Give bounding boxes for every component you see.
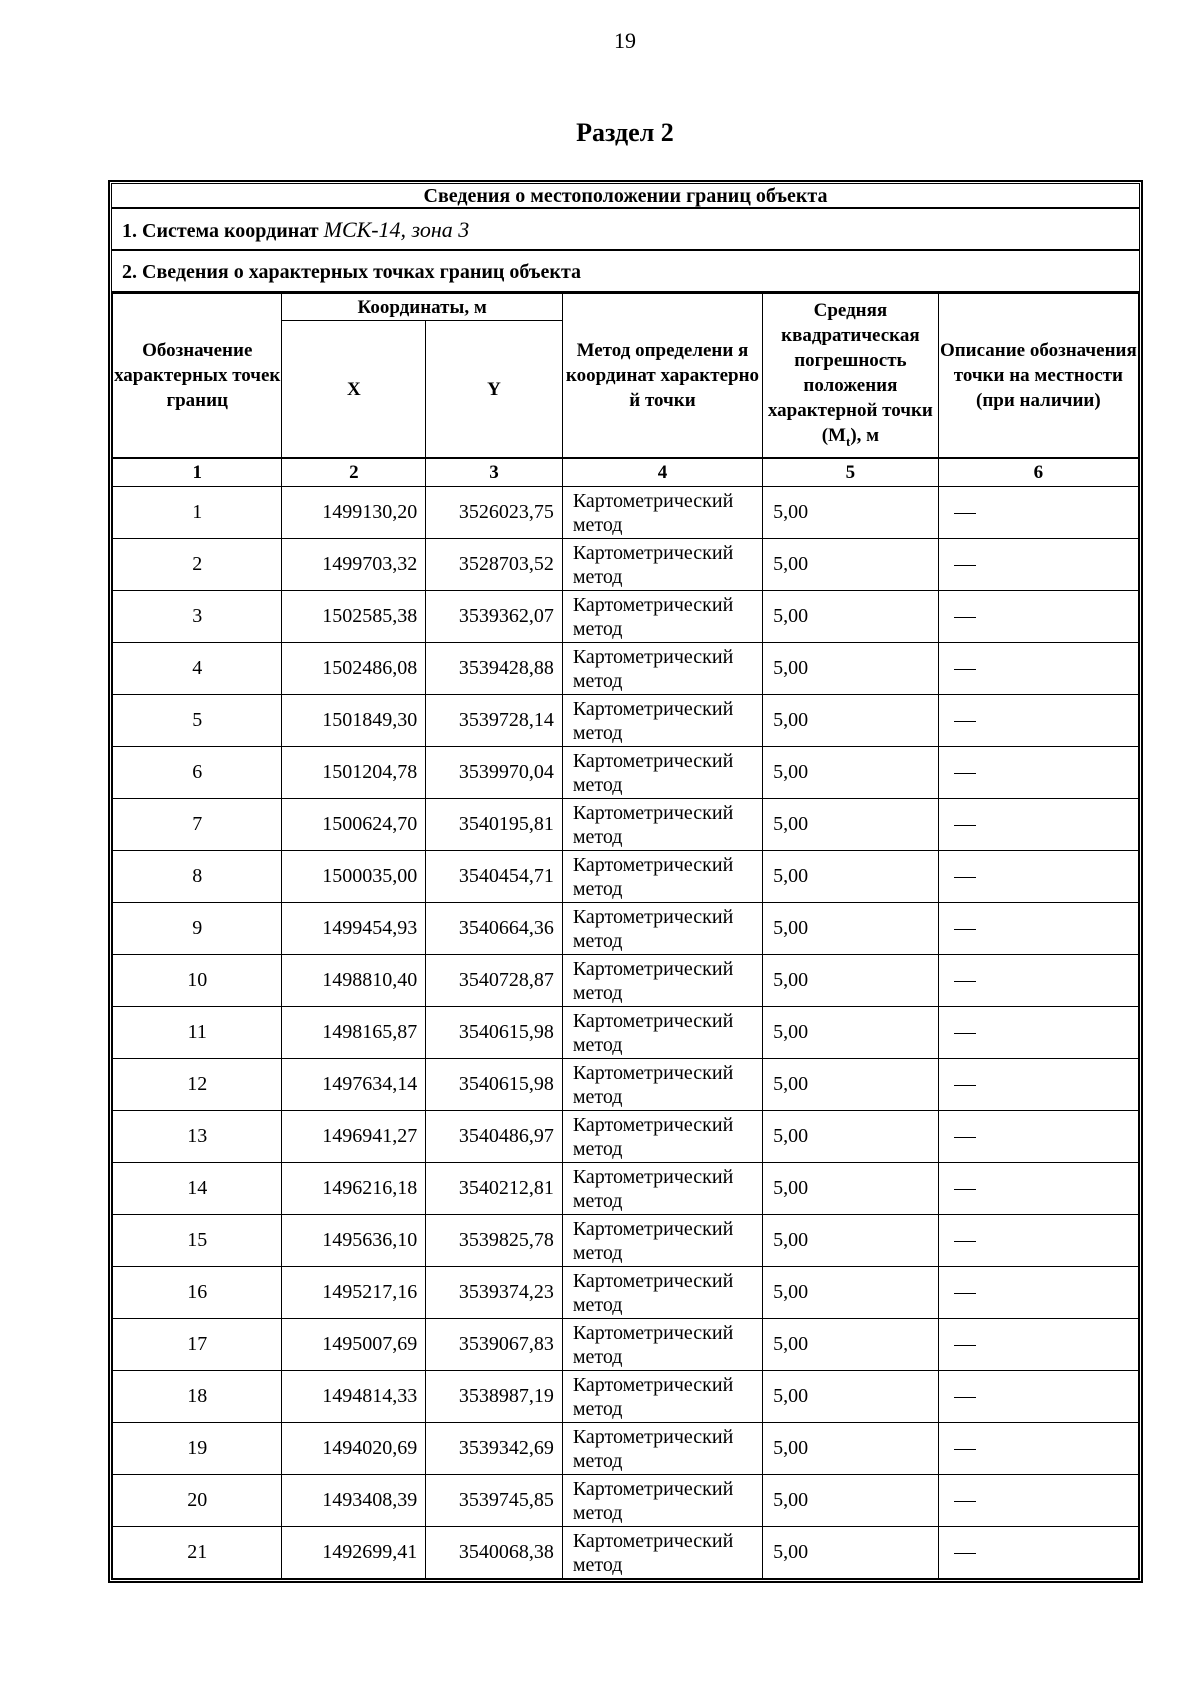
x-coordinate-cell: 1493408,39: [282, 1475, 426, 1527]
x-coordinate-cell: 1494814,33: [282, 1371, 426, 1423]
dash-mark: [954, 825, 976, 826]
method-cell: Картометрический метод: [562, 747, 762, 799]
table-row: [113, 539, 1139, 591]
header-error: Средняя квадратическая погрешность положения характерной точки $(M_t)$, м: [763, 294, 939, 459]
y-coordinate-cell: 3539728,14: [426, 695, 563, 747]
dash-mark: [954, 877, 976, 878]
description-cell: [938, 591, 1138, 643]
description-cell: [938, 1527, 1138, 1579]
description-cell: [938, 539, 1138, 591]
point-cell: 11: [113, 1007, 282, 1059]
description-cell: [938, 1059, 1138, 1111]
point-cell: 14: [113, 1163, 282, 1215]
error-cell: 5,00: [763, 851, 939, 903]
dash-mark: [954, 1085, 976, 1086]
y-coordinate-cell: 3540664,36: [426, 903, 563, 955]
y-coordinate-cell: 3539342,69: [426, 1423, 563, 1475]
error-cell: 5,00: [763, 643, 939, 695]
boundary-table-frame: [108, 180, 1143, 1583]
error-cell: 5,00: [763, 1215, 939, 1267]
dash-mark: [954, 669, 976, 670]
column-number: 1: [113, 458, 282, 487]
table-row: [113, 1267, 1139, 1319]
method-cell: Картометрический метод: [562, 1163, 762, 1215]
point-cell: 1: [113, 487, 282, 539]
table-row: [113, 851, 1139, 903]
error-cell: 5,00: [763, 539, 939, 591]
column-number: 5: [763, 458, 939, 487]
y-coordinate-cell: 3539374,23: [426, 1267, 563, 1319]
table-row: [113, 1215, 1139, 1267]
x-coordinate-cell: 1495636,10: [282, 1215, 426, 1267]
header-point-designation: Обозначение характерных точек границ: [113, 294, 282, 459]
point-cell: 10: [113, 955, 282, 1007]
x-coordinate-cell: 1499703,32: [282, 539, 426, 591]
y-coordinate-cell: 3540454,71: [426, 851, 563, 903]
method-cell: Картометрический метод: [562, 1059, 762, 1111]
point-cell: 6: [113, 747, 282, 799]
dash-mark: [954, 1501, 976, 1502]
dash-mark: [954, 565, 976, 566]
column-number: 6: [938, 458, 1138, 487]
table-row: [113, 1059, 1139, 1111]
table-row: [113, 1423, 1139, 1475]
error-cell: 5,00: [763, 1527, 939, 1579]
x-coordinate-cell: 1495007,69: [282, 1319, 426, 1371]
header-description: Описание обозначения точки на местности (при наличии): [938, 294, 1138, 459]
error-cell: 5,00: [763, 1111, 939, 1163]
y-coordinate-cell: 3540615,98: [426, 1007, 563, 1059]
point-cell: 9: [113, 903, 282, 955]
description-cell: [938, 1215, 1138, 1267]
point-cell: 16: [113, 1267, 282, 1319]
x-coordinate-cell: 1499454,93: [282, 903, 426, 955]
description-cell: [938, 799, 1138, 851]
point-cell: 2: [113, 539, 282, 591]
y-coordinate-cell: 3540195,81: [426, 799, 563, 851]
table-row: [113, 799, 1139, 851]
dash-mark: [954, 929, 976, 930]
method-cell: Картометрический метод: [562, 695, 762, 747]
table-row: [113, 643, 1139, 695]
points-section-heading: 2. Сведения о характерных точках границ объекта: [112, 251, 1139, 293]
dash-mark: [954, 1293, 976, 1294]
description-cell: [938, 1007, 1138, 1059]
error-cell: 5,00: [763, 591, 939, 643]
point-cell: 17: [113, 1319, 282, 1371]
description-cell: [938, 1267, 1138, 1319]
point-cell: 13: [113, 1111, 282, 1163]
error-cell: 5,00: [763, 695, 939, 747]
x-coordinate-cell: 1500035,00: [282, 851, 426, 903]
x-coordinate-cell: 1495217,16: [282, 1267, 426, 1319]
method-cell: Картометрический метод: [562, 1319, 762, 1371]
point-cell: 3: [113, 591, 282, 643]
method-cell: Картометрический метод: [562, 903, 762, 955]
point-cell: 4: [113, 643, 282, 695]
point-cell: 12: [113, 1059, 282, 1111]
description-cell: [938, 1475, 1138, 1527]
table-row: [113, 695, 1139, 747]
error-cell: 5,00: [763, 955, 939, 1007]
points-table: [112, 293, 1139, 1579]
description-cell: [938, 851, 1138, 903]
method-cell: Картометрический метод: [562, 1007, 762, 1059]
error-cell: 5,00: [763, 1267, 939, 1319]
x-coordinate-cell: 1496941,27: [282, 1111, 426, 1163]
table-row: [113, 1319, 1139, 1371]
method-cell: Картометрический метод: [562, 539, 762, 591]
error-cell: 5,00: [763, 1059, 939, 1111]
page-number: 19: [614, 28, 636, 53]
error-cell: 5,00: [763, 1371, 939, 1423]
dash-mark: [954, 1553, 976, 1554]
error-cell: 5,00: [763, 1007, 939, 1059]
point-cell: 7: [113, 799, 282, 851]
y-coordinate-cell: 3539362,07: [426, 591, 563, 643]
method-cell: Картометрический метод: [562, 1527, 762, 1579]
coordinate-system-row: [112, 209, 1139, 251]
y-coordinate-cell: 3539970,04: [426, 747, 563, 799]
x-coordinate-cell: 1494020,69: [282, 1423, 426, 1475]
description-cell: [938, 1423, 1138, 1475]
method-cell: Картометрический метод: [562, 487, 762, 539]
y-coordinate-cell: 3528703,52: [426, 539, 563, 591]
error-cell: 5,00: [763, 747, 939, 799]
coordinate-system-label: 1. Система координат: [122, 220, 319, 242]
y-coordinate-cell: 3540068,38: [426, 1527, 563, 1579]
x-coordinate-cell: 1498810,40: [282, 955, 426, 1007]
x-coordinate-cell: 1501204,78: [282, 747, 426, 799]
method-cell: Картометрический метод: [562, 1215, 762, 1267]
point-cell: 21: [113, 1527, 282, 1579]
column-number: 3: [426, 458, 563, 487]
y-coordinate-cell: 3540486,97: [426, 1111, 563, 1163]
table-row: [113, 1371, 1139, 1423]
table-row: [113, 903, 1139, 955]
table-row: [113, 955, 1139, 1007]
dash-mark: [954, 981, 976, 982]
x-coordinate-cell: 1500624,70: [282, 799, 426, 851]
table-row: [113, 1163, 1139, 1215]
dash-mark: [954, 1033, 976, 1034]
description-cell: [938, 487, 1138, 539]
y-coordinate-cell: 3538987,19: [426, 1371, 563, 1423]
point-cell: 18: [113, 1371, 282, 1423]
error-cell: 5,00: [763, 1475, 939, 1527]
table-row: [113, 487, 1139, 539]
description-cell: [938, 1371, 1138, 1423]
x-coordinate-cell: 1497634,14: [282, 1059, 426, 1111]
dash-mark: [954, 1137, 976, 1138]
dash-mark: [954, 1189, 976, 1190]
y-coordinate-cell: 3540615,98: [426, 1059, 563, 1111]
boundary-table: [111, 183, 1140, 1580]
table-row: [113, 1111, 1139, 1163]
header-x: X: [282, 321, 426, 459]
y-coordinate-cell: 3540728,87: [426, 955, 563, 1007]
method-cell: Картометрический метод: [562, 591, 762, 643]
table-row: [113, 591, 1139, 643]
y-coordinate-cell: 3539745,85: [426, 1475, 563, 1527]
x-coordinate-cell: 1492699,41: [282, 1527, 426, 1579]
table-row: [113, 747, 1139, 799]
y-coordinate-cell: 3539825,78: [426, 1215, 563, 1267]
y-coordinate-cell: 3526023,75: [426, 487, 563, 539]
error-cell: 5,00: [763, 487, 939, 539]
points-table-body: [113, 487, 1139, 1579]
header-y: Y: [426, 321, 563, 459]
error-cell: 5,00: [763, 1319, 939, 1371]
dash-mark: [954, 617, 976, 618]
description-cell: [938, 747, 1138, 799]
description-cell: [938, 695, 1138, 747]
y-coordinate-cell: 3540212,81: [426, 1163, 563, 1215]
description-cell: [938, 1319, 1138, 1371]
method-cell: Картометрический метод: [562, 851, 762, 903]
table-row: [113, 1475, 1139, 1527]
x-coordinate-cell: 1502486,08: [282, 643, 426, 695]
description-cell: [938, 1163, 1138, 1215]
error-cell: 5,00: [763, 1423, 939, 1475]
method-cell: Картометрический метод: [562, 1423, 762, 1475]
y-coordinate-cell: 3539428,88: [426, 643, 563, 695]
method-cell: Картометрический метод: [562, 1475, 762, 1527]
method-cell: Картометрический метод: [562, 955, 762, 1007]
y-coordinate-cell: 3539067,83: [426, 1319, 563, 1371]
column-number: 4: [562, 458, 762, 487]
description-cell: [938, 643, 1138, 695]
dash-mark: [954, 1449, 976, 1450]
table-row: [113, 1527, 1139, 1579]
x-coordinate-cell: 1499130,20: [282, 487, 426, 539]
description-cell: [938, 1111, 1138, 1163]
description-cell: [938, 955, 1138, 1007]
method-cell: Картометрический метод: [562, 1371, 762, 1423]
point-cell: 8: [113, 851, 282, 903]
table-row: [113, 1007, 1139, 1059]
point-cell: 19: [113, 1423, 282, 1475]
method-cell: Картометрический метод: [562, 799, 762, 851]
description-cell: [938, 903, 1138, 955]
column-number: 2: [282, 458, 426, 487]
method-cell: Картометрический метод: [562, 1111, 762, 1163]
dash-mark: [954, 1397, 976, 1398]
error-cell: 5,00: [763, 903, 939, 955]
error-cell: 5,00: [763, 799, 939, 851]
point-cell: 5: [113, 695, 282, 747]
x-coordinate-cell: 1498165,87: [282, 1007, 426, 1059]
x-coordinate-cell: 1502585,38: [282, 591, 426, 643]
error-cell: 5,00: [763, 1163, 939, 1215]
section-title: Раздел 2: [576, 118, 674, 147]
point-cell: 20: [113, 1475, 282, 1527]
x-coordinate-cell: 1501849,30: [282, 695, 426, 747]
method-cell: Картометрический метод: [562, 1267, 762, 1319]
dash-mark: [954, 721, 976, 722]
coordinate-system-value: МСК-14, зона 3: [323, 217, 470, 242]
dash-mark: [954, 1345, 976, 1346]
method-cell: Картометрический метод: [562, 643, 762, 695]
dash-mark: [954, 513, 976, 514]
dash-mark: [954, 773, 976, 774]
x-coordinate-cell: 1496216,18: [282, 1163, 426, 1215]
point-cell: 15: [113, 1215, 282, 1267]
table-title: Сведения о местоположении границ объекта: [112, 184, 1139, 209]
dash-mark: [954, 1241, 976, 1242]
header-coordinates: Координаты, м: [282, 294, 562, 321]
header-method: Метод определени я координат характерно й точки: [562, 294, 762, 459]
